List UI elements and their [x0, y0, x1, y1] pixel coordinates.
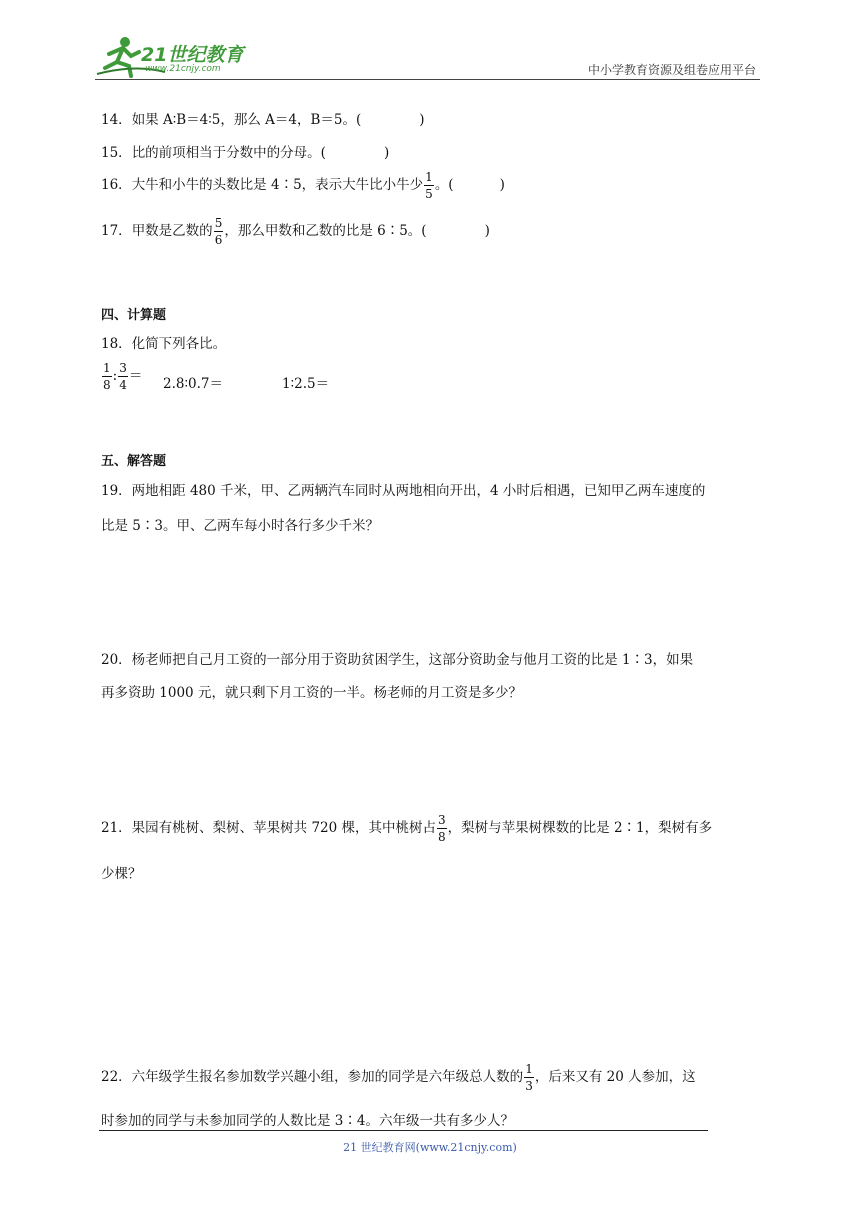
- question-14: 14．如果 A∶B＝4∶5，那么 A＝4，B＝5。( ): [101, 112, 425, 128]
- question-19-line-2: 比是 5∶3。甲、乙两车每小时各行多少千米？: [101, 518, 379, 534]
- fraction: $\frac{1}{3}$: [525, 1062, 533, 1093]
- question-20-line-2: 再多资助 1000 元，就只剩下月工资的一半。杨老师的月工资是多少？: [101, 685, 522, 701]
- question-17: 17．甲数是乙数的 $\frac{5}{6}$ ，那么甲数和乙数的比是 6∶5。( ): [101, 216, 490, 247]
- question-22-line-1: 22．六年级学生报名参加数学兴趣小组，参加的同学是六年级总人数的 $\frac{1}{3}$ ，后来又有 20 人参加，这: [101, 1062, 696, 1093]
- fraction: $\frac{5}{6}$: [214, 216, 223, 247]
- footer-rule: [99, 1130, 708, 1131]
- site-logo: [95, 34, 265, 80]
- section-answer-title: 五、解答题: [101, 454, 167, 469]
- header-rule: [95, 79, 760, 80]
- logo-url: www.21cnjy.com: [145, 64, 221, 74]
- logo-title: 21世纪教育: [141, 44, 244, 66]
- question-21-line-2: 少棵？: [101, 866, 142, 882]
- question-20-line-1: 20．杨老师把自己月工资的一部分用于资助贫困学生，这部分资助金与他月工资的比是 1∶3，如果: [101, 652, 694, 668]
- footer-link[interactable]: 21 世纪教育网(www.21cnjy.com): [343, 1141, 517, 1154]
- question-18: 18．化简下列各比。: [101, 336, 227, 352]
- fraction: $\frac{1}{5}$: [425, 170, 433, 201]
- question-19-line-1: 19．两地相距 480 千米，甲、乙两辆汽车同时从两地相向开出，4 小时后相遇，已知甲乙两车速度的: [101, 483, 706, 499]
- header-site-name: 中小学教育资源及组卷应用平台: [587, 63, 756, 77]
- expression-3: 1∶2.5＝: [282, 376, 330, 392]
- question-16: 16．大牛和小牛的头数比是 4∶5，表示大牛比小牛少 $\frac{1}{5}$ 。( ): [101, 170, 505, 201]
- question-22-line-2: 时参加的同学与未参加同学的人数比是 3∶4。六年级一共有多少人？: [101, 1113, 514, 1129]
- expression-1: $\frac{1}{8}$ : $\frac{3}{4}$ ＝: [103, 361, 143, 392]
- fraction: $\frac{3}{8}$: [438, 813, 446, 844]
- expression-2: 2.8∶0.7＝: [163, 376, 223, 392]
- section-calculation-title: 四、计算题: [101, 308, 167, 323]
- question-15: 15．比的前项相当于分数中的分母。( ): [101, 145, 390, 161]
- question-21-line-1: 21．果园有桃树、梨树、苹果树共 720 棵，其中桃树占 $\frac{3}{8}$ ，梨树与苹果树棵数的比是 2∶1，梨树有多: [101, 813, 713, 844]
